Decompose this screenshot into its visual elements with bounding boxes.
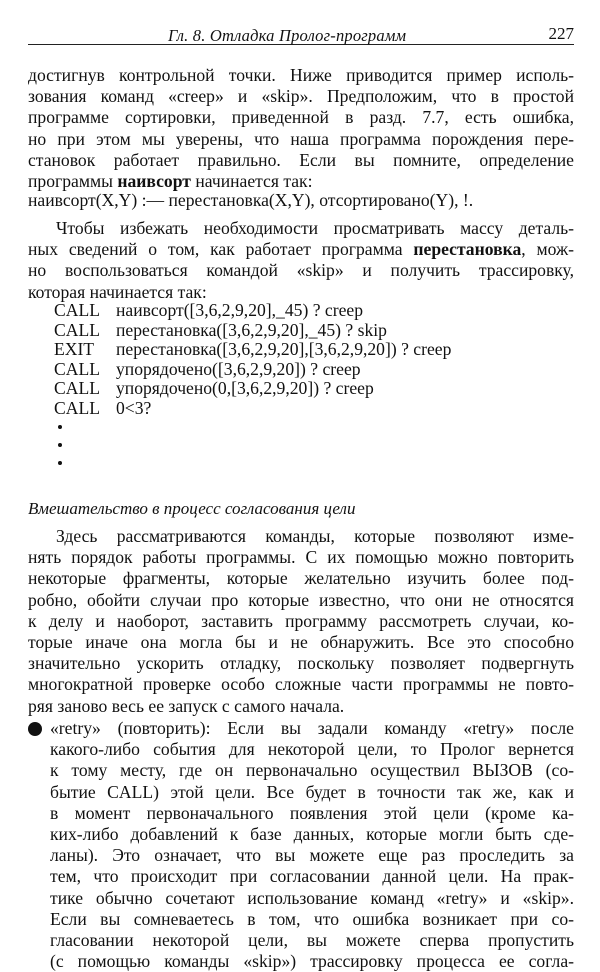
trace-listing: [54, 301, 554, 418]
trace-line: [54, 321, 554, 341]
trace-goal: упорядочено(0,[3,6,2,9,20]) ? creep: [116, 378, 374, 398]
text-line: зования команд «creep» и «skip». Предположим, что в простой: [28, 86, 574, 107]
bold-term: перестановка: [413, 239, 522, 260]
text-line: к тому месту, где он первоначально осуществил ВЫЗОВ (со-: [50, 760, 574, 781]
trace-goal: упорядочено([3,6,2,9,20]) ? creep: [116, 358, 361, 379]
ellipsis-dots: [58, 425, 62, 479]
text-line: бытие CALL) этой цели. Все будет в точности так же, как и: [50, 781, 574, 802]
text-line: робно, обойти случаи про которые известно, что они не относятся: [28, 589, 574, 610]
text-line: но воспользоваться командой «skip» и получить трассировку,: [28, 260, 574, 281]
formula-line: [28, 190, 574, 211]
text-line: ряя заново весь ее запуск с самого начала.: [28, 695, 345, 716]
text-line: многократной проверке особо сложные части программы не повто-: [28, 674, 574, 695]
trace-line: [54, 379, 554, 399]
bullet-item-retry: [28, 718, 574, 972]
trace-line: [54, 360, 554, 380]
trace-goal: 0<3?: [116, 397, 152, 418]
trace-port: CALL: [54, 358, 100, 379]
text-line: Если вы сомневаетесь в том, что ошибка возникает при со-: [50, 908, 574, 929]
trace-goal: перестановка([3,6,2,9,20],[3,6,2,9,20]) ? creep: [116, 339, 452, 359]
trace-goal: перестановка([3,6,2,9,20],_45) ? skip: [116, 319, 387, 340]
prolog-clause: наивсорт(X,Y) :— перестановка(X,Y), отсортировано(Y), !.: [28, 190, 474, 210]
text-line: какого-либо события для некоторой цели, то Пролог вернется: [50, 739, 574, 760]
trace-port: CALL: [54, 397, 100, 418]
trace-goal: наивсорт([3,6,2,9,20],_45) ? creep: [116, 300, 363, 320]
trace-port: CALL: [54, 319, 100, 340]
bullet-icon: [28, 722, 42, 736]
trace-line: [54, 399, 554, 419]
text-line: значительно ускорить отладку, поскольку позволяет подвергнуть: [28, 653, 574, 674]
paragraph-3: [28, 526, 574, 717]
text-line: (с помощью команды «skip») трассировку процесса ее согла-: [50, 951, 574, 972]
text-line: торые иначе она могла бы и не обнаружить. Все это способно: [28, 632, 574, 653]
text-line: нять порядок работы программы. С их помощью можно повторить: [28, 547, 574, 568]
trace-line: [54, 301, 554, 321]
text-line: тике обычно сочетают использование команд «retry» и «skip».: [50, 887, 574, 908]
text-line: ких-либо добавлений к базе данных, которые могли быть сде-: [50, 824, 574, 845]
page-number: 227: [548, 24, 574, 43]
text-line: но при этом мы уверены, что наша программа порождения пере-: [28, 128, 574, 149]
text-line: Здесь рассматриваются команды, которые позволяют изме-: [56, 526, 574, 546]
running-header: [28, 16, 574, 45]
text-line: становок работает правильно. Если вы помните, определение: [28, 149, 574, 170]
text-line: некоторые фрагменты, которые желательно изучить более под-: [28, 568, 574, 589]
text-line: [28, 239, 574, 260]
trace-port: EXIT: [54, 339, 95, 359]
text-line: Чтобы избежать необходимости просматривать массу деталь-: [56, 218, 574, 238]
text-line: в момент первоначального появления этой цели (кроме ка-: [50, 802, 574, 823]
bold-term: наивсорт: [117, 171, 191, 192]
text-line: достигнув контрольной точки. Ниже приводится пример исполь-: [28, 65, 574, 85]
text-line: гласовании некоторой цели, вы можете сперва пропустить: [50, 930, 574, 951]
text-span: программы: [28, 171, 118, 192]
paragraph-1: [28, 65, 574, 192]
text-line: к делу и наоборот, заставить программу рассмотреть случаи, ко-: [28, 610, 574, 631]
text-line: которая начинается так:: [28, 281, 207, 302]
text-line: тем, что происходит при согласовании данной цели. На прак-: [50, 866, 574, 887]
trace-port: CALL: [54, 300, 100, 320]
text-span: начинается так:: [190, 171, 313, 192]
text-line: ланы). Это означает, что вы можете еще раз проследить за: [50, 845, 574, 866]
dot: [58, 443, 62, 447]
chapter-title: Гл. 8. Отладка Пролог-программ: [168, 26, 407, 45]
trace-port: CALL: [54, 378, 100, 398]
section-heading: Вмешательство в процесс согласования цели: [28, 499, 356, 518]
text-line: программе сортировки, приведенной в разд. 7.7, есть ошибка,: [28, 107, 574, 128]
text-span: ных сведений о том, как работает программа: [28, 239, 414, 260]
text-span: , мож-: [521, 239, 574, 260]
trace-line: [54, 340, 554, 360]
paragraph-2: [28, 218, 574, 303]
dot: [58, 461, 62, 465]
bullet-text: [50, 718, 574, 972]
dot: [58, 425, 62, 429]
text-line: «retry» (повторить): Если вы задали команду «retry» после: [50, 718, 574, 738]
